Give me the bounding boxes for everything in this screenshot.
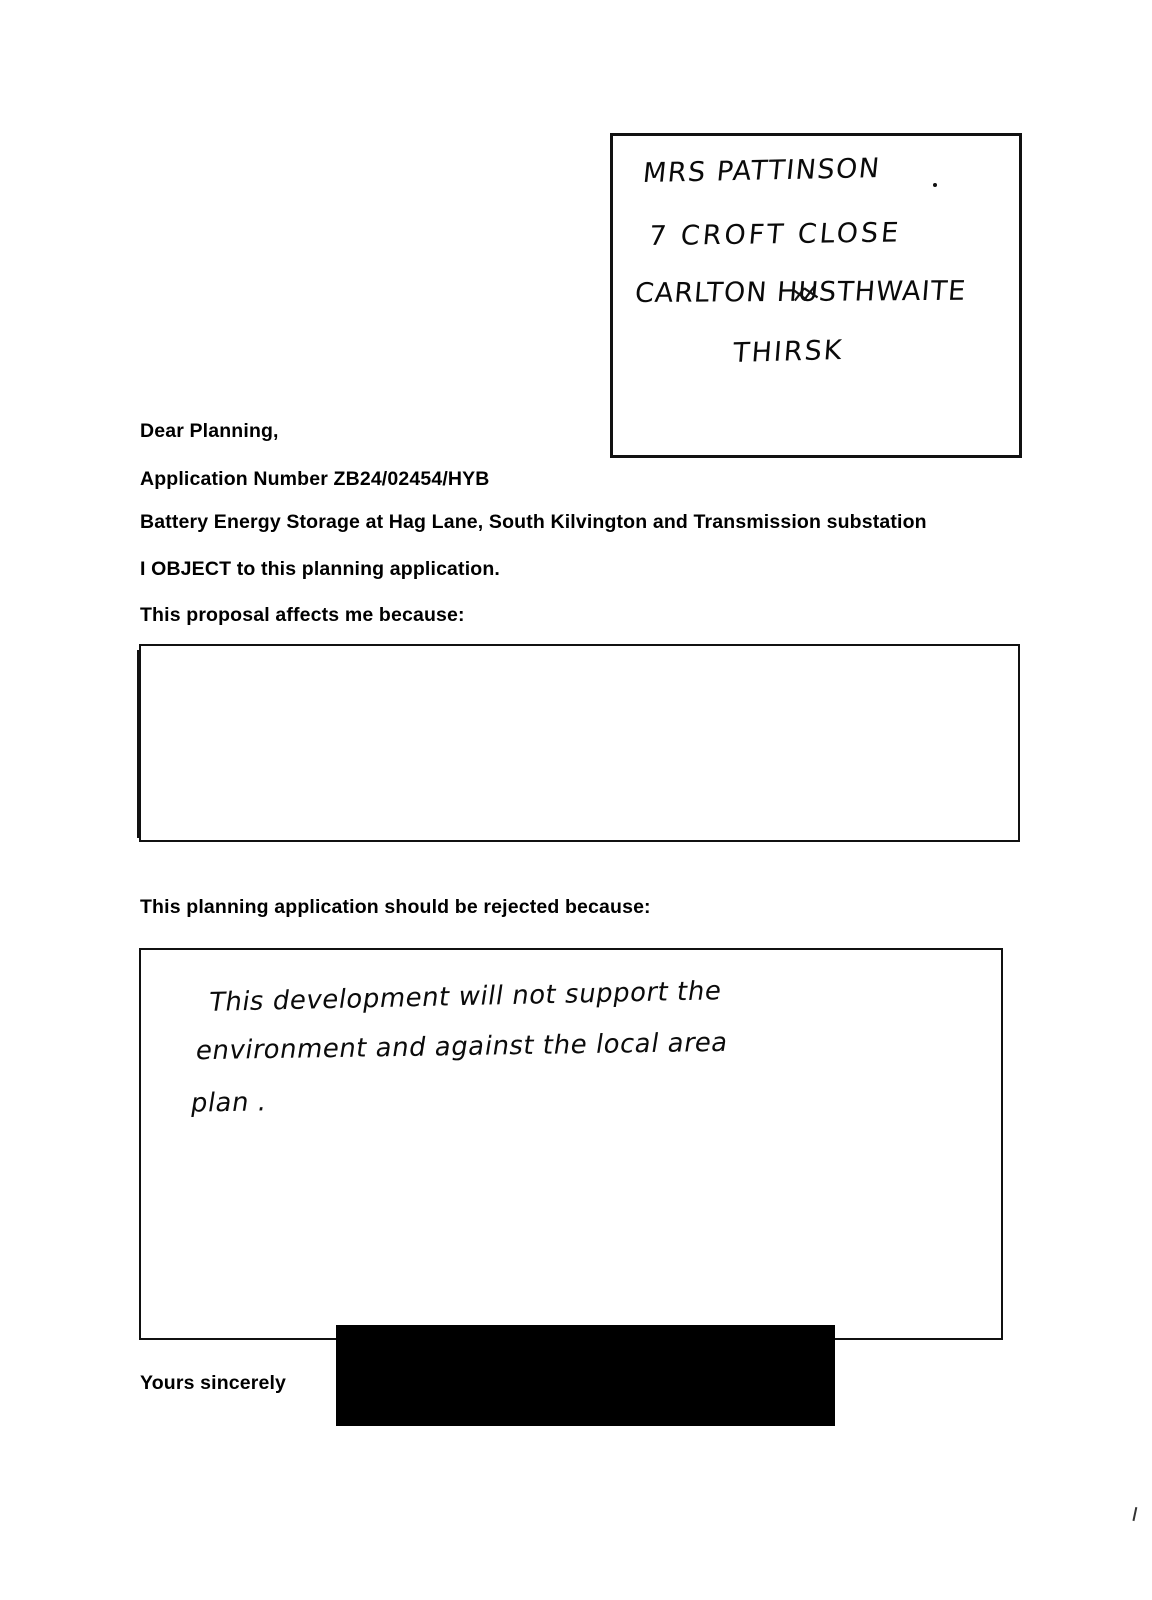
address-line-name: MRS PATTINSON	[641, 152, 882, 190]
application-number: Application Number ZB24/02454/HYB	[140, 468, 490, 490]
salutation: Dear Planning,	[140, 420, 279, 442]
answer-box-affects[interactable]	[139, 644, 1020, 842]
address-line-village: CARLTON HUSTHWAITE	[633, 275, 968, 310]
address-line-town: THIRSK	[731, 334, 845, 370]
signature-redaction-bar	[336, 1325, 835, 1426]
subject-line: Battery Energy Storage at Hag Lane, South Kilvington and Transmission substation	[140, 511, 927, 533]
address-box	[610, 133, 1022, 458]
handwritten-line-2: environment and against the local area	[193, 1027, 731, 1067]
prompt-affects-me: This proposal affects me because:	[140, 604, 465, 626]
handwritten-line-1: This development will not support the	[206, 976, 724, 1018]
handwritten-line-3: plan .	[188, 1087, 270, 1119]
prompt-should-be-rejected: This planning application should be rejected because:	[140, 896, 651, 918]
address-ink-dot	[933, 183, 937, 187]
address-line-street: 7 CROFT CLOSE	[647, 217, 903, 253]
closing-text: Yours sincerely	[140, 1372, 287, 1394]
scan-artifact-mark	[1123, 1505, 1138, 1521]
answer-box-rejected[interactable]	[139, 948, 1003, 1340]
objection-statement: I OBJECT to this planning application.	[140, 558, 500, 580]
